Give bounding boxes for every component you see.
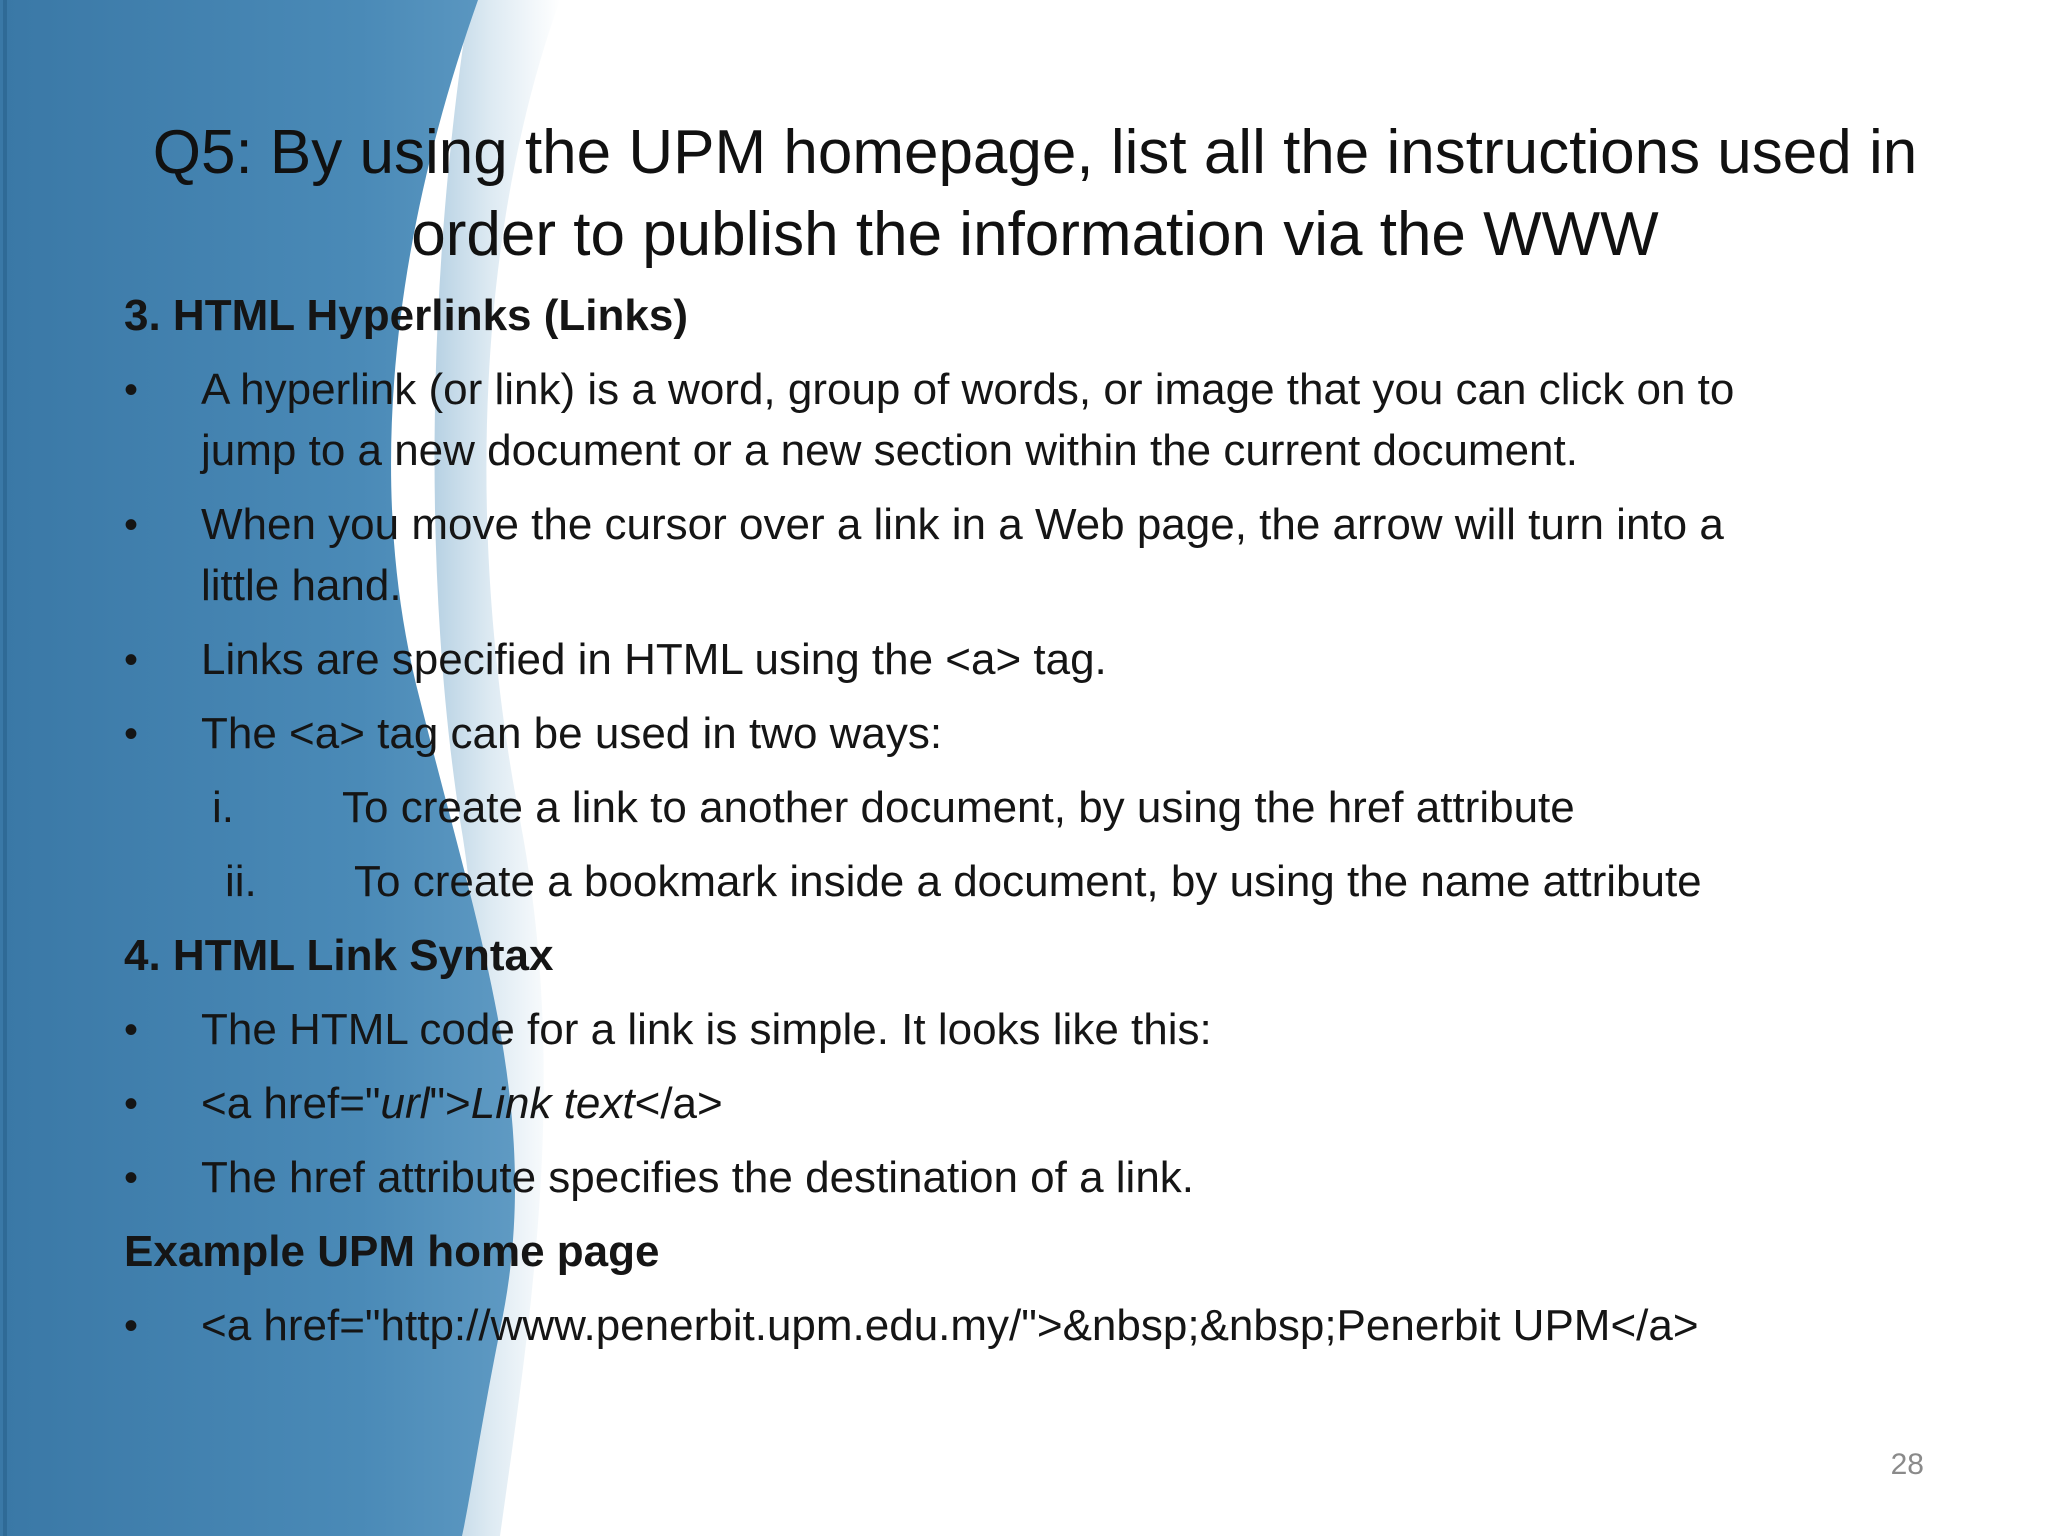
bullet-marker: •: [124, 503, 139, 547]
syntax-part-1: <a href=": [201, 1079, 381, 1128]
bullet-marker: •: [124, 1082, 139, 1126]
page-number: 28: [1890, 1448, 1924, 1481]
bullet-marker: •: [124, 1156, 139, 1200]
syntax-url-italic: url: [380, 1079, 430, 1128]
section-3-heading: 3. HTML Hyperlinks (Links): [124, 291, 688, 340]
syntax-link-text-italic: Link text: [470, 1079, 635, 1128]
roman-numeral: i.: [212, 783, 234, 832]
bullet-text-line-1: When you move the cursor over a link in a Web page, the arrow will turn into a: [201, 500, 1724, 549]
syntax-code: [201, 1074, 723, 1134]
sub-item-text: To create a link to another document, by using the href attribute: [342, 783, 1575, 832]
bullet-marker: •: [124, 712, 139, 756]
bullet-text-line-1: A hyperlink (or link) is a word, group of words, or image that you can click on to: [201, 365, 1735, 414]
title-line-2: order to publish the information via the WWW: [411, 200, 1659, 269]
bullet-marker: •: [124, 1008, 139, 1052]
bullet-marker: •: [124, 638, 139, 682]
title-line-1: Q5: By using the UPM homepage, list all the instructions used in: [152, 118, 1918, 187]
syntax-part-3: </a>: [634, 1079, 723, 1128]
bullet-marker: •: [124, 368, 139, 412]
bullet-text: The HTML code for a link is simple. It looks like this:: [201, 1005, 1212, 1054]
bullet-marker: •: [124, 1304, 139, 1348]
bullet-text: The <a> tag can be used in two ways:: [201, 709, 943, 758]
example-heading: Example UPM home page: [124, 1227, 660, 1276]
bullet-text-line-2: little hand.: [201, 561, 402, 610]
slide-title: [110, 112, 1960, 276]
bullet-text: The href attribute specifies the destination of a link.: [201, 1153, 1195, 1202]
section-4-heading: 4. HTML Link Syntax: [124, 931, 554, 980]
syntax-part-2: ">: [429, 1079, 471, 1128]
bullet-text: Links are specified in HTML using the <a> tag.: [201, 635, 1107, 684]
sub-item-text: To create a bookmark inside a document, by using the name attribute: [354, 857, 1702, 906]
roman-numeral: ii.: [225, 857, 257, 906]
bullet-text: <a href="http://www.penerbit.upm.edu.my/">&nbsp;&nbsp;Penerbit UPM</a>: [201, 1301, 1699, 1350]
bullet-text-line-2: jump to a new document or a new section within the current document.: [201, 426, 1578, 475]
